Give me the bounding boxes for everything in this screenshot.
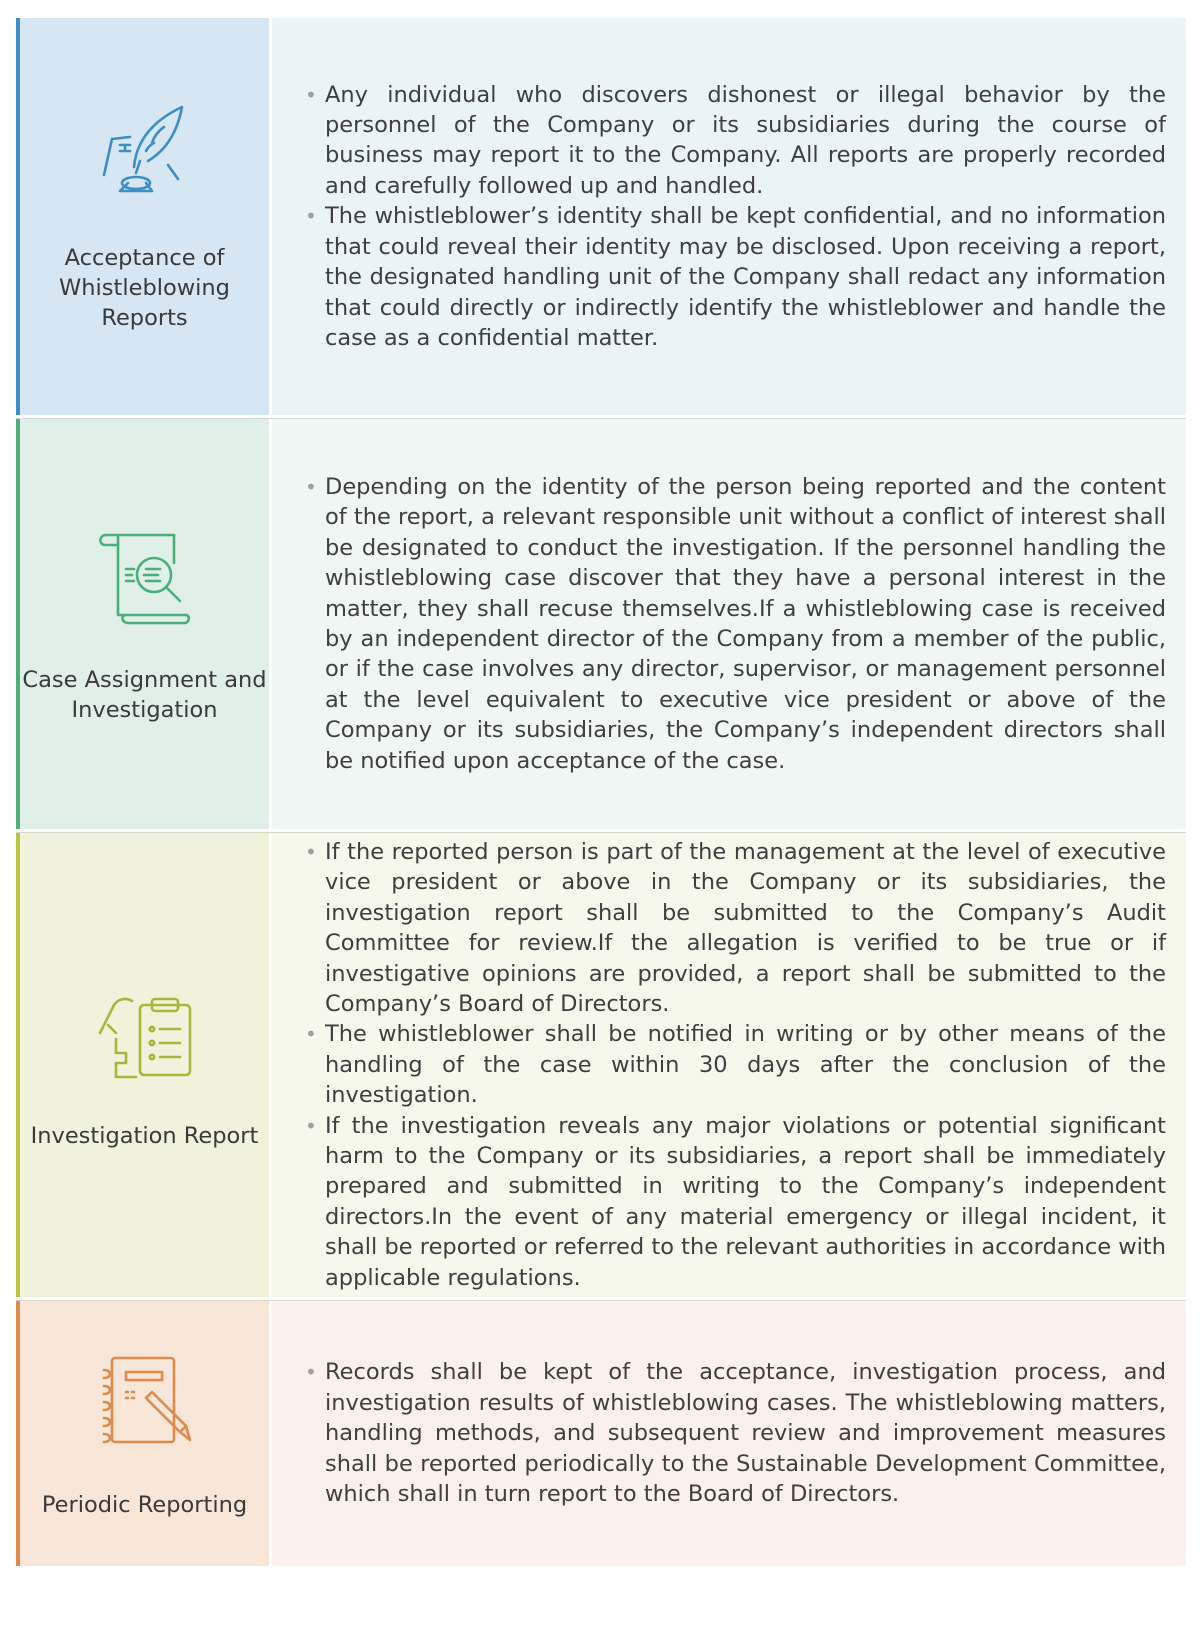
list-item: • If the investigation reveals any major violations or potential significant harm to the Company or its subsidiaries, a report shall be immediately prepared and submitted in writing to the Company’s independent directors.In the event of any material emergency or illegal incident, it shall be reported or referred to the relevant authorities in accordance with applicable regulations. [305,1111,1166,1293]
bullet-list [305,472,1166,776]
row-content [272,833,1186,1297]
list-item: • The whistleblower shall be notified in writing or by other means of the handling of the case within 30 days after the conclusion of the investigation. [305,1019,1166,1110]
process-row-report [16,832,1186,1297]
list-item: • Depending on the identity of the person being reported and the content of the report, a relevant responsible unit without a conflict of interest shall be designated to conduct the investigation. If the personnel handling the whistleblowing case discover that they have a personal interest in the matter, they shall recuse themselves.If a whistleblowing case is received by an independent director of the Company from a member of the public, or if the case involves any director, supervisor, or management personnel at the level equivalent to executive vice president or above of the Company or its subsidiaries, the Company’s independent directors shall be notified upon acceptance of the case. [305,472,1166,776]
row-title: Case Assignment and Investigation [22,667,267,723]
notebook-pencil-icon [90,1348,200,1458]
row-content [272,18,1186,415]
quill-pen-icon [90,101,200,211]
list-item: • The whistleblower’s identity shall be kept confidential, and no information that could reveal their identity may be disclosed. Upon receiving a report, the designated handling unit of the Company shall redact any information that could directly or indirectly identify the whistleblower and handle the case as a confidential matter. [305,201,1166,353]
process-row-investigation [16,418,1186,829]
process-row-acceptance [16,18,1186,415]
row-title: Acceptance of Whistleblowing Reports [59,244,230,331]
list-item: • If the reported person is part of the management at the level of executive vice president or above in the Company or its subsidiaries, the investigation report shall be submitted to the Company’s Audit Committee for review.If the allegation is verified to be true or if investigative opinions are provided, a report shall be submitted to the Company’s Board of Directors. [305,837,1166,1019]
bullet-list [305,1357,1166,1509]
bullet-list [305,837,1166,1293]
row-title: Periodic Reporting [41,1491,248,1518]
person-clipboard-icon [90,979,200,1089]
row-content [272,1301,1186,1566]
list-item: • Records shall be kept of the acceptance, investigation process, and investigation results of whistleblowing cases. The whistleblowing matters, handling methods, and subsequent review and improvement measures shall be reported periodically to the Sustainable Development Committee, which shall in turn report to the Board of Directors. [305,1357,1166,1509]
row-content [272,419,1186,829]
bullet-list [305,80,1166,354]
row-header [16,833,269,1297]
row-header [16,419,269,829]
list-item: • Any individual who discovers dishonest or illegal behavior by the personnel of the Company or its subsidiaries during the course of business may report it to the Company. All reports are properly recorded and carefully followed up and handled. [305,80,1166,202]
process-row-periodic [16,1300,1186,1566]
row-header [16,18,269,415]
row-title: Investigation Report [30,1123,259,1149]
whistleblowing-process-table [16,18,1186,1566]
scroll-magnifier-icon [90,523,200,633]
row-header [16,1301,269,1566]
